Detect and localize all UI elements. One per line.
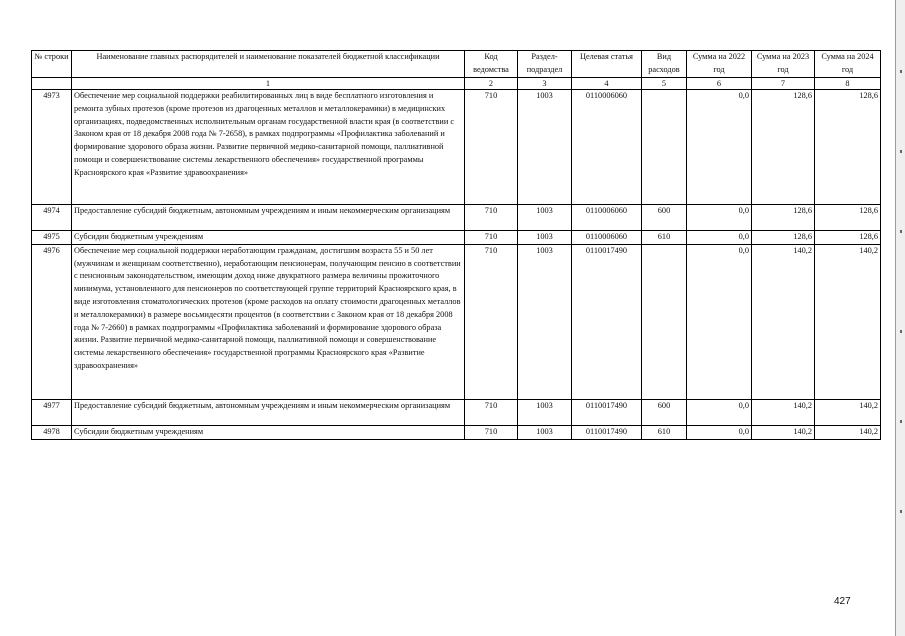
sum-2023: 128,6 [752,231,815,245]
sum-2024: 140,2 [815,244,881,399]
sum-2022: 0,0 [687,231,752,245]
section-code: 1003 [518,90,572,205]
row-name: Обеспечение мер социальной поддержки реабилитированных лиц в виде бесплатного изготовления и ремонта зубных протезов (кроме протезов из драгоценных металлов и металлокерамики) в медицинских организациях, подведомственных исполнительным органам государственной власти края (в соответствии с Законом края от 18 декабря 2008 года № 7-2658), в рамках подпрограммы «Профилактика заболеваний и формирование здорового образа жизни. Развитие первичной медико-санитарной помощи, паллиативной помощи и совершенствование системы лекарственного обеспечения» государственной программы Красноярского края «Развитие здравоохранения» [72,90,465,205]
target-article: 0110017490 [572,399,642,425]
table-row [32,205,881,231]
sum-2024: 140,2 [815,425,881,439]
header-target-article: Целевая статья [572,51,642,78]
section-code: 1003 [518,425,572,439]
sum-2023: 128,6 [752,90,815,205]
row-name: Субсидии бюджетным учреждениям [72,231,465,245]
sum-2022: 0,0 [687,244,752,399]
column-number-row [32,78,881,90]
row-number: 4978 [32,425,72,439]
column-number: 5 [642,78,687,90]
header-section: Раздел-подраздел [518,51,572,78]
row-name: Предоставление субсидий бюджетным, автономным учреждениям и иным некоммерческим организациям [72,399,465,425]
dept-code: 710 [465,244,518,399]
header-sum-2024: Сумма на 2024 год [815,51,881,78]
header-expense-type: Вид расходов [642,51,687,78]
page-number: 427 [834,596,851,607]
target-article: 0110006060 [572,205,642,231]
expense-type: 600 [642,399,687,425]
section-code: 1003 [518,205,572,231]
header-row-number: № строки [32,51,72,78]
column-number [32,78,72,90]
column-number: 2 [465,78,518,90]
dept-code: 710 [465,231,518,245]
row-number: 4973 [32,90,72,205]
column-number: 7 [752,78,815,90]
sum-2023: 140,2 [752,399,815,425]
row-name: Предоставление субсидий бюджетным, автономным учреждениям и иным некоммерческим организациям [72,205,465,231]
sum-2023: 140,2 [752,425,815,439]
table-row [32,244,881,399]
dept-code: 710 [465,399,518,425]
dept-code: 710 [465,205,518,231]
target-article: 0110006060 [572,231,642,245]
table-row [32,399,881,425]
row-number: 4976 [32,244,72,399]
section-code: 1003 [518,244,572,399]
dept-code: 710 [465,425,518,439]
target-article: 0110017490 [572,244,642,399]
sum-2022: 0,0 [687,90,752,205]
row-number: 4975 [32,231,72,245]
section-code: 1003 [518,231,572,245]
column-number: 4 [572,78,642,90]
table-row [32,231,881,245]
header-row [32,51,881,78]
header-name: Наименование главных распорядителей и наименование показателей бюджетной классификации [72,51,465,78]
row-number: 4974 [32,205,72,231]
sum-2022: 0,0 [687,425,752,439]
expense-type: 600 [642,205,687,231]
header-sum-2022: Сумма на 2022 год [687,51,752,78]
column-number: 6 [687,78,752,90]
sum-2024: 140,2 [815,399,881,425]
budget-table [31,50,881,440]
expense-type [642,244,687,399]
sum-2022: 0,0 [687,205,752,231]
header-dept-code: Код ведомства [465,51,518,78]
row-number: 4977 [32,399,72,425]
sum-2023: 140,2 [752,244,815,399]
column-number: 8 [815,78,881,90]
header-sum-2023: Сумма на 2023 год [752,51,815,78]
column-number: 3 [518,78,572,90]
target-article: 0110006060 [572,90,642,205]
target-article: 0110017490 [572,425,642,439]
sum-2024: 128,6 [815,205,881,231]
row-name: Субсидии бюджетным учреждениям [72,425,465,439]
column-number: 1 [72,78,465,90]
expense-type: 610 [642,425,687,439]
binding-edge [895,0,905,636]
table-row [32,425,881,439]
section-code: 1003 [518,399,572,425]
sum-2024: 128,6 [815,90,881,205]
sum-2023: 128,6 [752,205,815,231]
sum-2022: 0,0 [687,399,752,425]
row-name: Обеспечение мер социальной поддержки неработающим гражданам, достигшим возраста 55 и 50 лет (мужчинам и женщинам соответственно), неработающим пенсионерам, получающим пенсию в соответствии с пенсионным законодательством, имеющим доход ниже двукратного размера величины прожиточного минимума, установленного для пенсионеров по соответствующей группе территорий Красноярского края, в виде изготовления стоматологических протезов (кроме расходов на оплату стоимости драгоценных металлов и металлокерамики) в размере восьмидесяти процентов (в соответствии с Законом края от 18 декабря 2008 года № 7-2660) в рамках подпрограммы «Профилактика заболеваний и формирование здорового образа жизни. Развитие первичной медико-санитарной помощи, паллиативной помощи и совершенствование системы лекарственного обеспечения» государственной программы Красноярского края «Развитие здравоохранения» [72,244,465,399]
expense-type [642,90,687,205]
dept-code: 710 [465,90,518,205]
table-row [32,90,881,205]
sum-2024: 128,6 [815,231,881,245]
expense-type: 610 [642,231,687,245]
